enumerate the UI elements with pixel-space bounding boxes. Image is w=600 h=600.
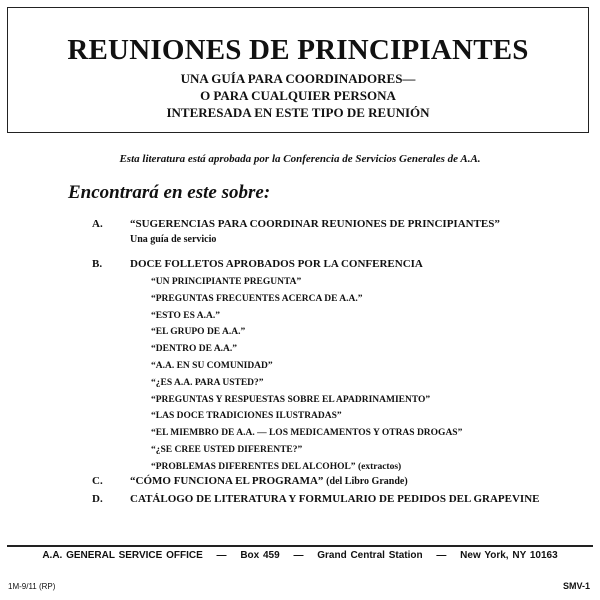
pamphlet-item: “LAS DOCE TRADICIONES ILUSTRADAS” [151,411,342,422]
pamphlet-item: “PREGUNTAS Y RESPUESTAS SOBRE EL APADRINAMIENTO” [151,394,431,405]
footer-separator: — [293,550,304,561]
footer-box: Box 459 [240,550,280,561]
pamphlet-list [151,274,462,476]
item-extra: (del Libro Grande) [326,476,408,487]
item-title: “CÓMO FUNCIONA EL PROGRAMA” [130,475,324,487]
item-code: SMV-1 [562,581,590,591]
pamphlet-item: “ESTO ES A.A.” [151,310,220,321]
footer-address [0,550,600,561]
page-title: REUNIONES DE PRINCIPIANTES [67,34,529,66]
pamphlet-item: “EL MIEMBRO DE A.A. — LOS MEDICAMENTOS Y OTRAS DROGAS” [151,428,463,439]
footer-separator: — [216,550,227,561]
pamphlet-item: “DENTRO DE A.A.” [151,344,238,355]
item-title: DOCE FOLLETOS APROBADOS POR LA CONFERENCIA [130,258,423,270]
footer-office: A.A. GENERAL SERVICE OFFICE [42,550,203,561]
footer-separator: — [436,550,447,561]
pamphlet-item-last [151,459,462,476]
item-title-group [130,475,408,487]
item-letter: B. [92,258,103,270]
subtitle-line-2: O PARA CUALQUIER PERSONA [200,88,396,103]
item-letter: D. [92,493,103,505]
subtitle-line-3: INTERESADA EN ESTE TIPO DE REUNIÓN [166,105,430,120]
pamphlet-extra: (extractos) [357,461,402,472]
title-box [7,7,589,133]
pamphlet-item: “¿SE CREE USTED DIFERENTE?” [151,444,303,455]
item-note: Una guía de servicio [130,234,217,245]
footer-city: New York, NY 10163 [460,550,558,561]
contents-heading: Encontrará en este sobre: [68,182,271,203]
item-title: “SUGERENCIAS PARA COORDINAR REUNIONES DE PRINCIPIANTES” [130,218,500,230]
subtitle-line-1: UNA GUÍA PARA COORDINADORES— [180,71,416,86]
print-code: 1M-9/11 (RP) [8,582,56,591]
approval-note: Esta literatura está aprobada por la Conferencia de Servicios Generales de A.A. [119,153,481,165]
item-letter: C. [92,475,103,487]
pamphlet-item: “UN PRINCIPIANTE PREGUNTA” [151,277,302,287]
footer-divider [7,545,593,547]
pamphlet-title: “PROBLEMAS DIFERENTES DEL ALCOHOL” [151,461,356,472]
item-title: CATÁLOGO DE LITERATURA Y FORMULARIO DE PEDIDOS DEL GRAPEVINE [130,493,540,505]
footer-station: Grand Central Station [317,550,423,561]
pamphlet-item: “PREGUNTAS FRECUENTES ACERCA DE A.A.” [151,293,363,304]
pamphlet-item: “A.A. EN SU COMUNIDAD” [151,360,273,371]
item-letter: A. [92,218,103,230]
pamphlet-item: “¿ES A.A. PARA USTED?” [151,377,264,388]
pamphlet-item: “EL GRUPO DE A.A.” [151,327,246,338]
